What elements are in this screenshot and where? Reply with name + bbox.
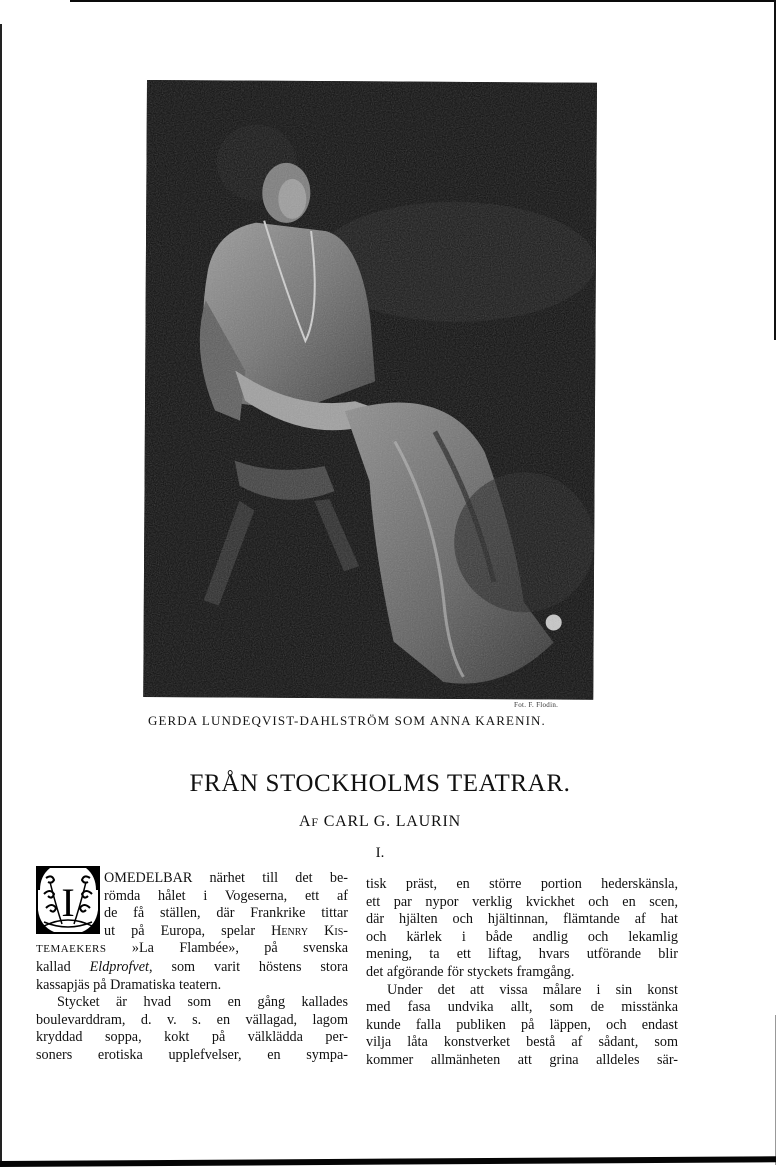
text-run: vilja låta konstverket bestå af sådant, som (366, 1034, 678, 1051)
text-run: och kärlek i både andlig och lekamlig (366, 928, 678, 945)
text-line (36, 923, 348, 941)
byline (170, 813, 590, 831)
text-run: tisk präst, en större portion hederskänsla, (366, 876, 678, 892)
photo-credit: Fot. F. Flodin. (514, 701, 559, 709)
text-run: kunde falla publiken på läppen, och endast (366, 1016, 678, 1033)
text-run: där hjälten och hjältinnan, flämtande af hat (366, 911, 678, 928)
text-line (36, 1012, 348, 1030)
text-run: mening, ta ett liftag, hvars utförande blir (366, 946, 678, 963)
text-line (366, 1034, 678, 1052)
photo-caption: GERDA LUNDEQVIST-DAHLSTRÖM SOM ANNA KARENIN. (148, 713, 546, 728)
text-line (366, 1052, 678, 1070)
text-run: Eldprofvet (89, 958, 149, 975)
text-run: Under det att vissa målare i sin konst (387, 981, 678, 998)
byline-prefix-rest: F (311, 815, 319, 829)
text-line (366, 1017, 678, 1035)
text-run: ett par nypor verklig kvickhet och en scen, (366, 893, 678, 910)
scan-edge-bottom (0, 1156, 776, 1167)
text-run: med fasa undvika allt, som de misstänka (366, 999, 678, 1016)
text-line (36, 959, 348, 977)
text-line (366, 929, 678, 947)
text-run: kallad (36, 958, 90, 975)
text-run: kassapjäs på Dramatiska teatern. (36, 976, 222, 993)
scan-edge-left (0, 24, 2, 1164)
text-run: OMEDELBAR närhet till det be- (104, 870, 348, 886)
text-line (366, 999, 678, 1017)
text-line (366, 876, 678, 894)
text-line (366, 982, 678, 1000)
text-line (36, 977, 348, 995)
text-run: , som varit höstens stora (148, 958, 348, 975)
text-line (36, 1047, 348, 1065)
text-run: »La Flambée», på svenska (106, 940, 348, 957)
text-run: TEMAEKERS (36, 943, 107, 956)
byline-prefix-initial: A (299, 813, 312, 830)
text-run: de få ställen, där Frankrike tittar (104, 905, 348, 922)
dropcap-letter: I (61, 880, 75, 925)
text-line (366, 946, 678, 964)
text-run: Henry Kis- (271, 922, 348, 939)
text-run: boulevarddram, d. v. s. en vällagad, lagom (36, 1011, 348, 1028)
text-run: soners erotiska upplefvelser, en sympa- (36, 1046, 348, 1063)
text-line (36, 940, 348, 959)
text-line (36, 888, 348, 906)
text-run: ut på Europa, spelar (104, 922, 272, 939)
text-run: Stycket är hvad som en gång kallades (57, 994, 348, 1011)
text-line (366, 964, 678, 982)
text-run: römda hålet i Vogeserna, ett af (104, 887, 348, 904)
text-run: kommer allmänheten att grina alldeles sär- (366, 1051, 678, 1068)
text-line (366, 911, 678, 929)
article-title: FRÅN STOCKHOLMS TEATRAR. (189, 770, 571, 797)
text-line (36, 905, 348, 923)
article-column-left (36, 870, 348, 1065)
scan-edge-top (70, 0, 776, 2)
portrait-illustration (143, 80, 597, 700)
text-line (36, 870, 348, 888)
text-run: det afgörande för styckets framgång. (366, 963, 575, 980)
section-number: I. (375, 845, 385, 861)
article-column-right (366, 876, 678, 1070)
text-line (36, 1029, 348, 1047)
byline-author: CARL G. LAURIN (323, 813, 461, 830)
text-run: kryddad soppa, kokt på välklädda per- (36, 1029, 348, 1046)
text-line (36, 994, 348, 1012)
portrait-photograph (143, 80, 597, 700)
text-line (366, 894, 678, 912)
